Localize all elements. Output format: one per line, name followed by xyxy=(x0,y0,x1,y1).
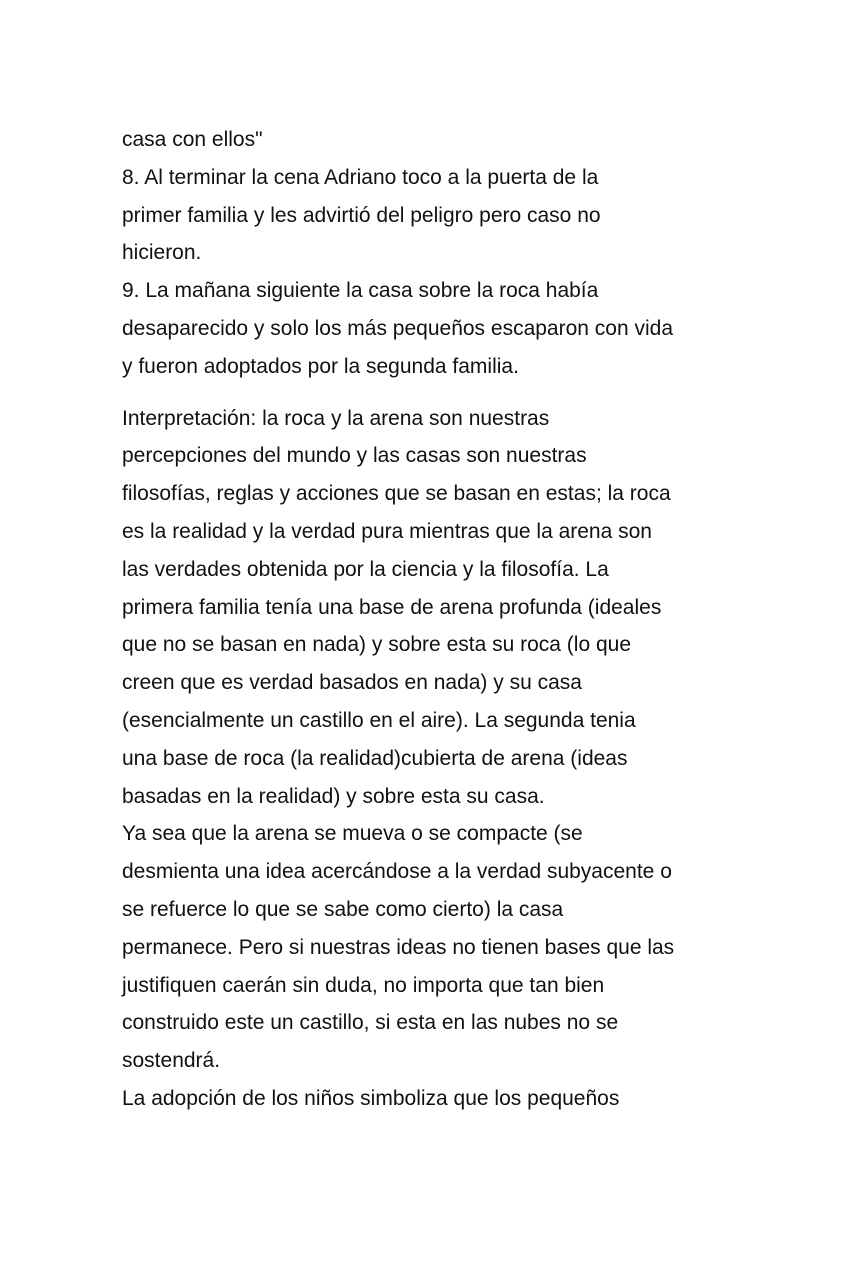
list-item-9-line: 9. La mañana siguiente la casa sobre la roca había xyxy=(122,279,599,303)
text-line: las verdades obtenida por la ciencia y la filosofía. La xyxy=(122,557,609,581)
text-line: primera familia tenía una base de arena profunda (ideales xyxy=(122,595,662,619)
text-line: percepciones del mundo y las casas son nuestras xyxy=(122,444,587,468)
text-line: desaparecido y solo los más pequeños escaparon con vida xyxy=(122,316,674,340)
text-line: una base de roca (la realidad)cubierta de arena (ideas xyxy=(122,746,628,770)
text-line: que no se basan en nada) y sobre esta su roca (lo que xyxy=(122,633,632,657)
text-line: justifiquen caerán sin duda, no importa que tan bien xyxy=(122,973,605,997)
document-body xyxy=(122,121,742,1118)
text-line: se refuerce lo que se sabe como cierto) la casa xyxy=(122,897,564,921)
text-line: filosofías, reglas y acciones que se basan en estas; la roca xyxy=(122,482,671,506)
text-line: (esencialmente un castillo en el aire). La segunda tenia xyxy=(122,708,636,732)
text-line: Ya sea que la arena se mueva o se compacte (se xyxy=(122,822,583,846)
text-line: permanece. Pero si nuestras ideas no tienen bases que las xyxy=(122,935,675,959)
interpretation-section xyxy=(122,400,742,1118)
text-line: construido este un castillo, si esta en las nubes no se xyxy=(122,1011,619,1035)
interpretation-heading-line: Interpretación: la roca y la arena son nuestras xyxy=(122,406,550,430)
story-list-section xyxy=(122,121,742,386)
text-line: es la realidad y la verdad pura mientras que la arena son xyxy=(122,519,652,543)
text-line: primer familia y les advirtió del peligro pero caso no xyxy=(122,203,601,227)
list-item-8-line: 8. Al terminar la cena Adriano toco a la puerta de la xyxy=(122,165,599,189)
text-line: y fueron adoptados por la segunda familia. xyxy=(122,354,519,378)
text-line: creen que es verdad basados en nada) y su casa xyxy=(122,671,582,695)
text-line: sostendrá. xyxy=(122,1049,221,1073)
text-line: casa con ellos" xyxy=(122,128,263,151)
text-line: hicieron. xyxy=(122,241,202,265)
text-line: basadas en la realidad) y sobre esta su casa. xyxy=(122,784,545,808)
paragraph-spacer xyxy=(122,386,742,400)
text-line: La adopción de los niños simboliza que los pequeños xyxy=(122,1086,620,1110)
text-line: desmienta una idea acercándose a la verdad subyacente o xyxy=(122,860,672,884)
